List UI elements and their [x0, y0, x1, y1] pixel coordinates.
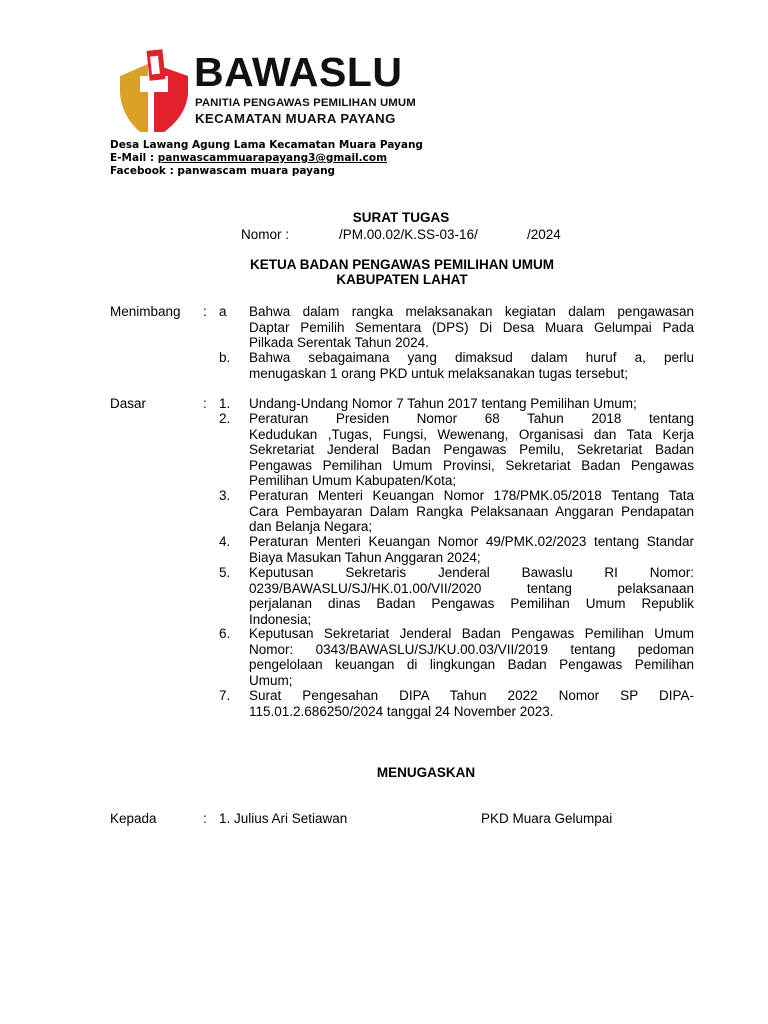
dasar-item-line: dan Belanja Negara;	[249, 519, 373, 534]
dasar-item-line: Indonesia;	[249, 611, 312, 627]
logo-subtitle-2: KECAMATAN MUARA PAYANG	[195, 111, 396, 126]
dasar-item-line: perjalanan dinas Badan Pengawas Pemilihan Umum Republik	[249, 596, 694, 611]
dasar-item-mark: 7.	[219, 688, 231, 703]
heading-line-1: KETUA BADAN PENGAWAS PEMILIHAN UMUM	[249, 257, 554, 272]
email-label: E-Mail :	[110, 152, 158, 164]
dasar-item-mark: 4.	[219, 534, 231, 549]
nomor-year: /2024	[527, 227, 561, 242]
menimbang-item-line: Bahwa sebagaimana yang dimaksud dalam huruf a, perlu	[249, 350, 694, 365]
dasar-item-line: Biaya Masukan Tahun Anggaran 2024;	[249, 549, 481, 565]
email-link[interactable]: panwascammuarapayang3@gmail.com	[157, 152, 388, 164]
dasar-item-mark: 6.	[219, 626, 231, 641]
menimbang-item-mark: a	[219, 304, 227, 319]
dasar-item-mark: 5.	[219, 565, 231, 580]
dasar-item-line: 0239/BAWASLU/SJ/HK.01.00/VII/2020 tentang pelaksanaan	[249, 580, 694, 596]
menimbang-item-line: Bahwa dalam rangka melaksanakan kegiatan dalam pengawasan	[249, 304, 694, 319]
dasar-item-line: Peraturan Presiden Nomor 68 Tahun 2018 tentang	[249, 411, 694, 426]
dasar-item-line: Peraturan Menteri Keuangan Nomor 178/PMK.05/2018 Tentang Tata	[249, 488, 694, 503]
dasar-item-line: Kedudukan ,Tugas, Fungsi, Wewenang, Organisasi dan Tata Kerja	[249, 426, 694, 442]
dasar-item-line: Keputusan Sekretariat Jenderal Badan Pengawas Pemilihan Umum	[249, 626, 694, 641]
dasar-item-line: Keputusan Sekretaris Jenderal Bawaslu RI Nomor:	[249, 565, 694, 580]
contact-email-line	[110, 152, 387, 165]
dasar-item-line: Pengawas Pemilihan Umum Provinsi, Sekretariat Badan Pengawas	[249, 457, 694, 473]
kepada-colon: :	[203, 811, 207, 826]
dasar-item-line: Umum;	[249, 672, 293, 688]
heading-line-2: KABUPATEN LAHAT	[336, 272, 468, 287]
contact-address: Desa Lawang Agung Lama Kecamatan Muara Payang	[110, 139, 423, 151]
menimbang-item-mark: b.	[219, 350, 231, 365]
nomor-value: /PM.00.02/K.SS-03-16/	[339, 227, 478, 242]
dasar-item-line: Surat Pengesahan DIPA Tahun 2022 Nomor SP DIPA-	[249, 688, 694, 703]
bawaslu-logo	[112, 44, 424, 136]
dasar-colon: :	[203, 396, 207, 411]
dasar-item-mark: 3.	[219, 488, 231, 503]
kepada-person: 1. Julius Ari Setiawan	[219, 811, 348, 826]
dasar-label: Dasar	[110, 396, 147, 411]
dasar-item-line: Pemilihan Umum Kabupaten/Kota;	[249, 473, 457, 488]
dasar-item-mark: 2.	[219, 411, 231, 426]
logo-brand-name: BAWASLU	[194, 49, 403, 95]
dasar-item-mark: 1.	[219, 396, 231, 411]
menimbang-item-line: menugaskan 1 orang PKD untuk melaksanakan tugas tersebut;	[249, 365, 628, 381]
menimbang-item-line: Daptar Pemilih Sementara (DPS) Di Desa Muara Gelumpai Pada	[249, 319, 694, 335]
menimbang-item-line: Pilkada Serentak Tahun 2024.	[249, 335, 429, 350]
dasar-item-line: Undang-Undang Nomor 7 Tahun 2017 tentang Pemilihan Umum;	[249, 396, 637, 411]
logo-subtitle-1: PANITIA PENGAWAS PEMILIHAN UMUM	[195, 97, 416, 109]
kepada-label: Kepada	[110, 811, 157, 826]
dasar-item-line: pengelolaan keuangan di lingkungan Badan Pengawas Pemilihan	[249, 657, 694, 672]
menimbang-colon: :	[203, 304, 207, 319]
dasar-item-line: Sekretariat Jenderal Badan Pengawas Pemilu, Sekretariat Badan	[249, 442, 694, 457]
menugaskan-heading: MENUGASKAN	[376, 765, 476, 780]
kepada-role: PKD Muara Gelumpai	[481, 811, 613, 826]
dasar-item-line: 115.01.2.686250/2024 tanggal 24 November 2023.	[249, 703, 554, 719]
bawaslu-emblem-icon	[116, 46, 192, 134]
dasar-item-line: Peraturan Menteri Keuangan Nomor 49/PMK.02/2023 tentang Standar	[249, 534, 694, 549]
contact-facebook: Facebook : panwascam muara payang	[110, 165, 336, 177]
dasar-item-line: Nomor: 0343/BAWASLU/SJ/KU.00.03/VII/2019 tentang pedoman	[249, 641, 694, 657]
menimbang-label: Menimbang	[110, 304, 181, 319]
nomor-label: Nomor :	[241, 227, 290, 242]
doc-title: SURAT TUGAS	[352, 210, 450, 225]
dasar-item-line: Cara Pembayaran Dalam Rangka Pelaksanaan Anggaran Pendapatan	[249, 503, 694, 519]
